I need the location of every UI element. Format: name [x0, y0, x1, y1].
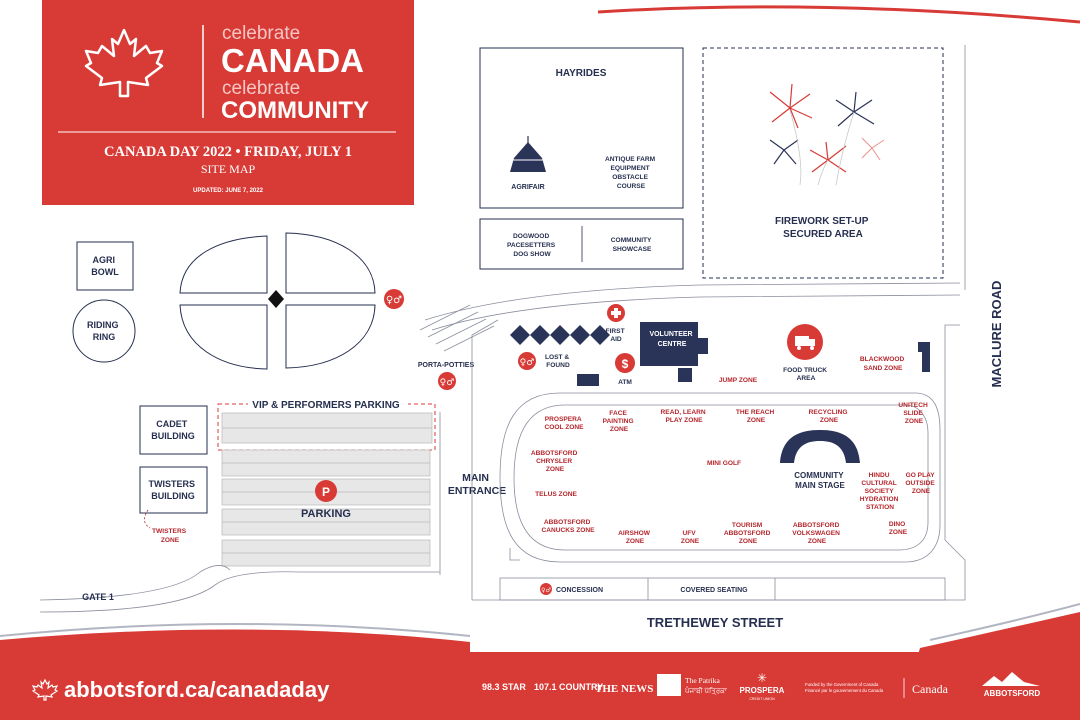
sponsor-prospera: PROSPERA: [739, 686, 785, 695]
parking-icon: [315, 480, 337, 502]
blackwood-sand-label: BLACKWOOD SAND ZONE: [859, 356, 905, 372]
first-aid-icon: [607, 304, 625, 322]
twisters-building: [140, 467, 207, 513]
prospera-logo-icon: ✳: [756, 671, 768, 685]
maclure-road-label: MACLURE ROAD: [989, 280, 1004, 388]
zone-prospera-cool: PROSPERA COOL ZONE: [544, 416, 584, 431]
porta-potties-path: [420, 305, 494, 351]
svg-text:$: $: [621, 357, 629, 371]
cadet-building-label: CADET BUILDING: [151, 419, 195, 441]
tent-icon: [510, 136, 546, 172]
restroom-icon: [438, 372, 456, 390]
firework-label: FIREWORK SET-UP SECURED AREA: [775, 216, 869, 240]
sponsor-star: 98.3 STAR: [482, 682, 526, 692]
atm-icon: [615, 353, 635, 373]
patrika-logo-icon: [657, 674, 681, 696]
twisters-building-label: TWISTERS BUILDING: [148, 479, 195, 501]
oval-field: [180, 233, 375, 369]
sponsor-canada: Canada: [912, 682, 948, 696]
header-line3: celebrate: [222, 78, 301, 99]
jump-zone-label: JUMP ZONE: [718, 377, 758, 384]
agrifair-label: AGRIFAIR: [511, 184, 545, 191]
zone-unitech-slide: UNITECH SLIDE ZONE: [898, 402, 928, 425]
hayrides-label: HAYRIDES: [555, 68, 607, 79]
header-line2: CANADA: [221, 42, 364, 79]
header-line1: celebrate: [222, 23, 301, 44]
header-panel: [42, 0, 414, 205]
porta-potties-label: PORTA-POTTIES: [417, 362, 475, 369]
zone-read-learn-play: READ, LEARN PLAY ZONE: [660, 409, 706, 424]
blackwood-structure: [918, 342, 930, 372]
riding-ring: [73, 300, 135, 362]
volunteer-centre-label: VOLUNTEER CENTRE: [649, 331, 693, 348]
zone-abbotsford-chrysler: ABBOTSFORD CHRYSLER ZONE: [530, 450, 578, 473]
zone-dino: DINO ZONE: [888, 521, 908, 536]
parking-label: PARKING: [301, 508, 351, 520]
twisters-zone-label: TWISTERS ZONE: [152, 528, 187, 544]
firework-area: [703, 48, 943, 278]
antique-farm-label: ANTIQUE FARM EQUIPMENT OBSTACLE COURSE: [604, 156, 656, 190]
gate-1-label: GATE 1: [82, 592, 114, 602]
food-truck-label: FOOD TRUCK AREA: [783, 367, 828, 382]
zone-telus: TELUS ZONE: [535, 491, 577, 498]
agri-bowl-label: AGRI BOWL: [91, 255, 119, 277]
lost-found-building: [510, 325, 610, 345]
lost-found-label: LOST & FOUND: [544, 354, 570, 369]
first-aid-label: FIRST AID: [605, 328, 625, 343]
food-truck-icon: [787, 324, 823, 360]
fireworks-icon: [770, 84, 884, 185]
restroom-icon: [518, 352, 536, 370]
dogwood-label: DOGWOOD PACESETTERS DOG SHOW: [506, 233, 556, 258]
small-building: [577, 374, 599, 386]
sponsor-country: 107.1 COUNTRY: [534, 682, 604, 692]
concession-label: CONCESSION: [556, 587, 604, 594]
zone-abbotsford-canucks: ABBOTSFORD CANUCKS ZONE: [541, 519, 595, 534]
footer-url: abbotsford.ca/canadaday: [64, 677, 330, 702]
sponsor-abbotsford: ABBOTSFORD: [983, 689, 1041, 698]
gate-road-2: [40, 565, 230, 600]
sponsor-patrika: The Patrika: [685, 676, 720, 685]
restroom-icon: [384, 289, 404, 309]
svg-text:♀♂: ♀♂: [541, 587, 551, 594]
agri-bowl: [77, 242, 133, 290]
vip-parking-lot: [222, 413, 432, 443]
funded-notice: Funded by the Government of Canada Financé par le gouvernement du Canada: [805, 682, 884, 693]
header-updated: UPDATED: JUNE 7, 2022: [193, 188, 263, 194]
svg-text:♀♂: ♀♂: [519, 358, 535, 368]
atm-label: ATM: [618, 379, 632, 386]
zone-abbotsford-volkswagen: ABBOTSFORD VOLKSWAGEN ZONE: [792, 522, 840, 545]
svg-text:♀♂: ♀♂: [385, 295, 403, 306]
zone-ufv: UFV ZONE: [680, 530, 700, 545]
vip-parking-label: VIP & PERFORMERS PARKING: [252, 400, 400, 411]
main-entrance-label: MAIN ENTRANCE: [447, 472, 507, 497]
zone-recycling: RECYCLING ZONE: [808, 409, 848, 424]
header-subtitle: SITE MAP: [200, 162, 256, 176]
top-path: [425, 283, 960, 320]
zone-hindu-cultural: HINDU CULTURAL SOCIETY HYDRATION STATION: [859, 472, 899, 511]
riding-ring-label: RIDING RING: [86, 320, 119, 342]
svg-text:♀♂: ♀♂: [439, 378, 455, 388]
header-event-line: CANADA DAY 2022 • FRIDAY, JULY 1: [104, 144, 352, 160]
mini-golf-label: MINI GOLF: [706, 460, 742, 467]
sponsor-prospera-sub: CREDIT UNION: [749, 697, 775, 701]
zone-go-play-outside: GO PLAY OUTSIDE ZONE: [905, 472, 935, 495]
volunteer-annex: [678, 368, 692, 382]
svg-text:P: P: [321, 485, 331, 499]
community-showcase-label: COMMUNITY SHOWCASE: [610, 237, 652, 253]
covered-seating-label: COVERED SEATING: [680, 587, 748, 594]
restroom-icon: [540, 583, 552, 595]
trethewey-street-label: TRETHEWEY STREET: [646, 615, 784, 630]
zone-face-painting: FACE PAINTING ZONE: [602, 410, 634, 433]
bandshell-icon: [780, 430, 860, 463]
zone-tourism-abbotsford: TOURISM ABBOTSFORD ZONE: [723, 522, 771, 545]
compass-icon: [268, 290, 284, 308]
header-line4: COMMUNITY: [221, 97, 369, 124]
footer: [0, 604, 1080, 720]
sponsor-news: THE NEWS: [595, 683, 654, 695]
sponsor-patrika-sub: ਪੰਜਾਬੀ ਪੱਤ੍ਰਿਕਾ: [685, 688, 727, 695]
zone-the-reach: THE REACH ZONE: [735, 409, 775, 424]
community-main-stage-label: COMMUNITY MAIN STAGE: [794, 471, 845, 490]
zone-airshow: AIRSHOW ZONE: [618, 530, 651, 545]
cadet-building: [140, 406, 207, 454]
